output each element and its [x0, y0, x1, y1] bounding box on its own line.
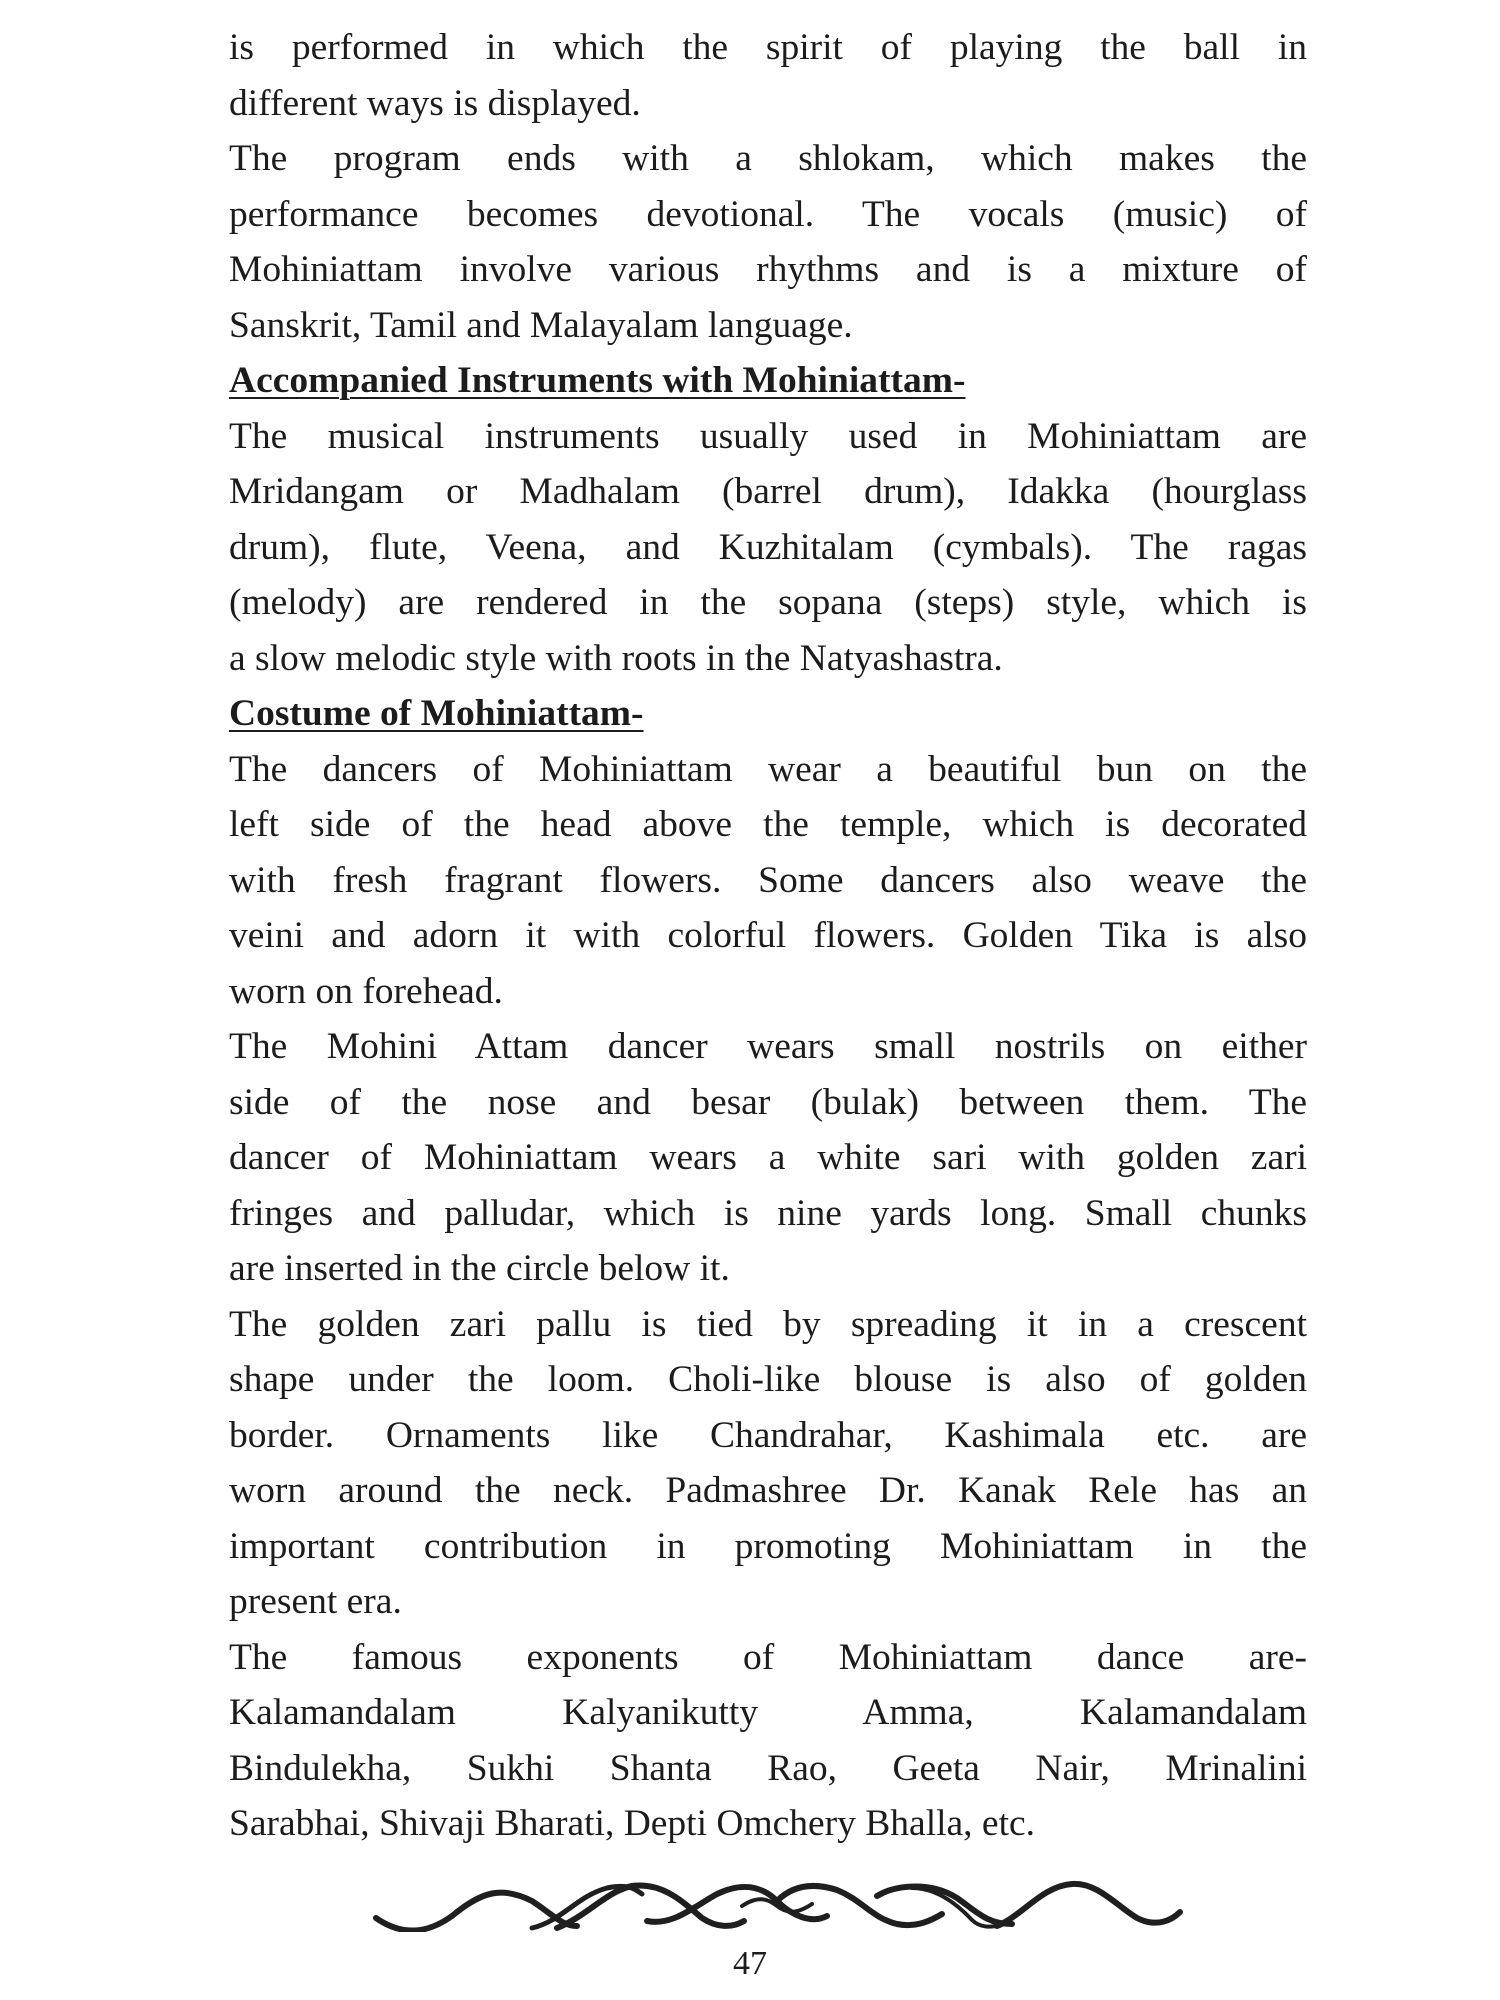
paragraph-line: dancer of Mohiniattam wears a white sari with golden zari: [229, 1137, 1307, 1178]
paragraph-line: Mridangam or Madhalam (barrel drum), Idakka (hourglass: [229, 471, 1307, 512]
paragraph-line: important contribution in promoting Mohiniattam in the: [229, 1525, 1307, 1567]
paragraph-line: border. Ornaments like Chandrahar, Kashimala etc. are: [229, 1414, 1307, 1456]
paragraph-line: left side of the head above the temple, which is decorated: [229, 804, 1307, 845]
page-number: 47: [733, 1945, 767, 1982]
paragraph-line: (melody) are rendered in the sopana (steps) style, which is: [229, 582, 1307, 623]
paragraph-line: The famous exponents of Mohiniattam dance are-: [229, 1636, 1307, 1678]
paragraph-line: The golden zari pallu is tied by spreading it in a crescent: [229, 1303, 1307, 1345]
paragraph-line: worn around the neck. Padmashree Dr. Kanak Rele has an: [229, 1470, 1307, 1511]
paragraph-line: Bindulekha, Sukhi Shanta Rao, Geeta Nair, Mrinalini: [229, 1747, 1307, 1789]
paragraph-line: present era.: [229, 1581, 402, 1622]
paragraph-line: performance becomes devotional. The vocals (music) of: [229, 193, 1307, 235]
paragraph-line: different ways is displayed.: [229, 82, 641, 124]
paragraph-line: Sarabhai, Shivaji Bharati, Depti Omchery Bhalla, etc.: [229, 1803, 1036, 1844]
paragraph-line: are inserted in the circle below it.: [229, 1248, 730, 1289]
paragraph-line: drum), flute, Veena, and Kuzhitalam (cymbals). The ragas: [229, 526, 1307, 568]
paragraph-line: side of the nose and besar (bulak) between them. The: [229, 1081, 1307, 1123]
paragraph-line: The dancers of Mohiniattam wear a beautiful bun on the: [229, 748, 1307, 790]
section-heading: Costume of Mohiniattam-: [229, 693, 644, 734]
paragraph-line: The Mohini Attam dancer wears small nostrils on either: [229, 1026, 1307, 1067]
paragraph-line: veini and adorn it with colorful flowers. Golden Tika is also: [229, 915, 1307, 956]
paragraph-line: with fresh fragrant flowers. Some dancers also weave the: [229, 859, 1307, 901]
page-body: [229, 20, 1307, 1852]
paragraph-line: fringes and palludar, which is nine yards long. Small chunks: [229, 1192, 1307, 1234]
paragraph-line: Mohiniattam involve various rhythms and is a mixture of: [229, 249, 1307, 290]
section-heading: Accompanied Instruments with Mohiniattam-: [229, 360, 966, 401]
paragraph-line: a slow melodic style with roots in the Natyashastra.: [229, 637, 1003, 679]
decorative-divider-icon: [372, 1876, 1184, 1932]
paragraph-line: is performed in which the spirit of playing the ball in: [229, 27, 1307, 68]
paragraph-line: The musical instruments usually used in Mohiniattam are: [229, 415, 1307, 457]
paragraph-line: The program ends with a shlokam, which makes the: [229, 138, 1307, 179]
paragraph-line: worn on forehead.: [229, 970, 503, 1012]
paragraph-line: Sanskrit, Tamil and Malayalam language.: [229, 304, 853, 346]
paragraph-line: shape under the loom. Choli-like blouse is also of golden: [229, 1359, 1307, 1400]
paragraph-line: Kalamandalam Kalyanikutty Amma, Kalamandalam: [229, 1692, 1307, 1733]
